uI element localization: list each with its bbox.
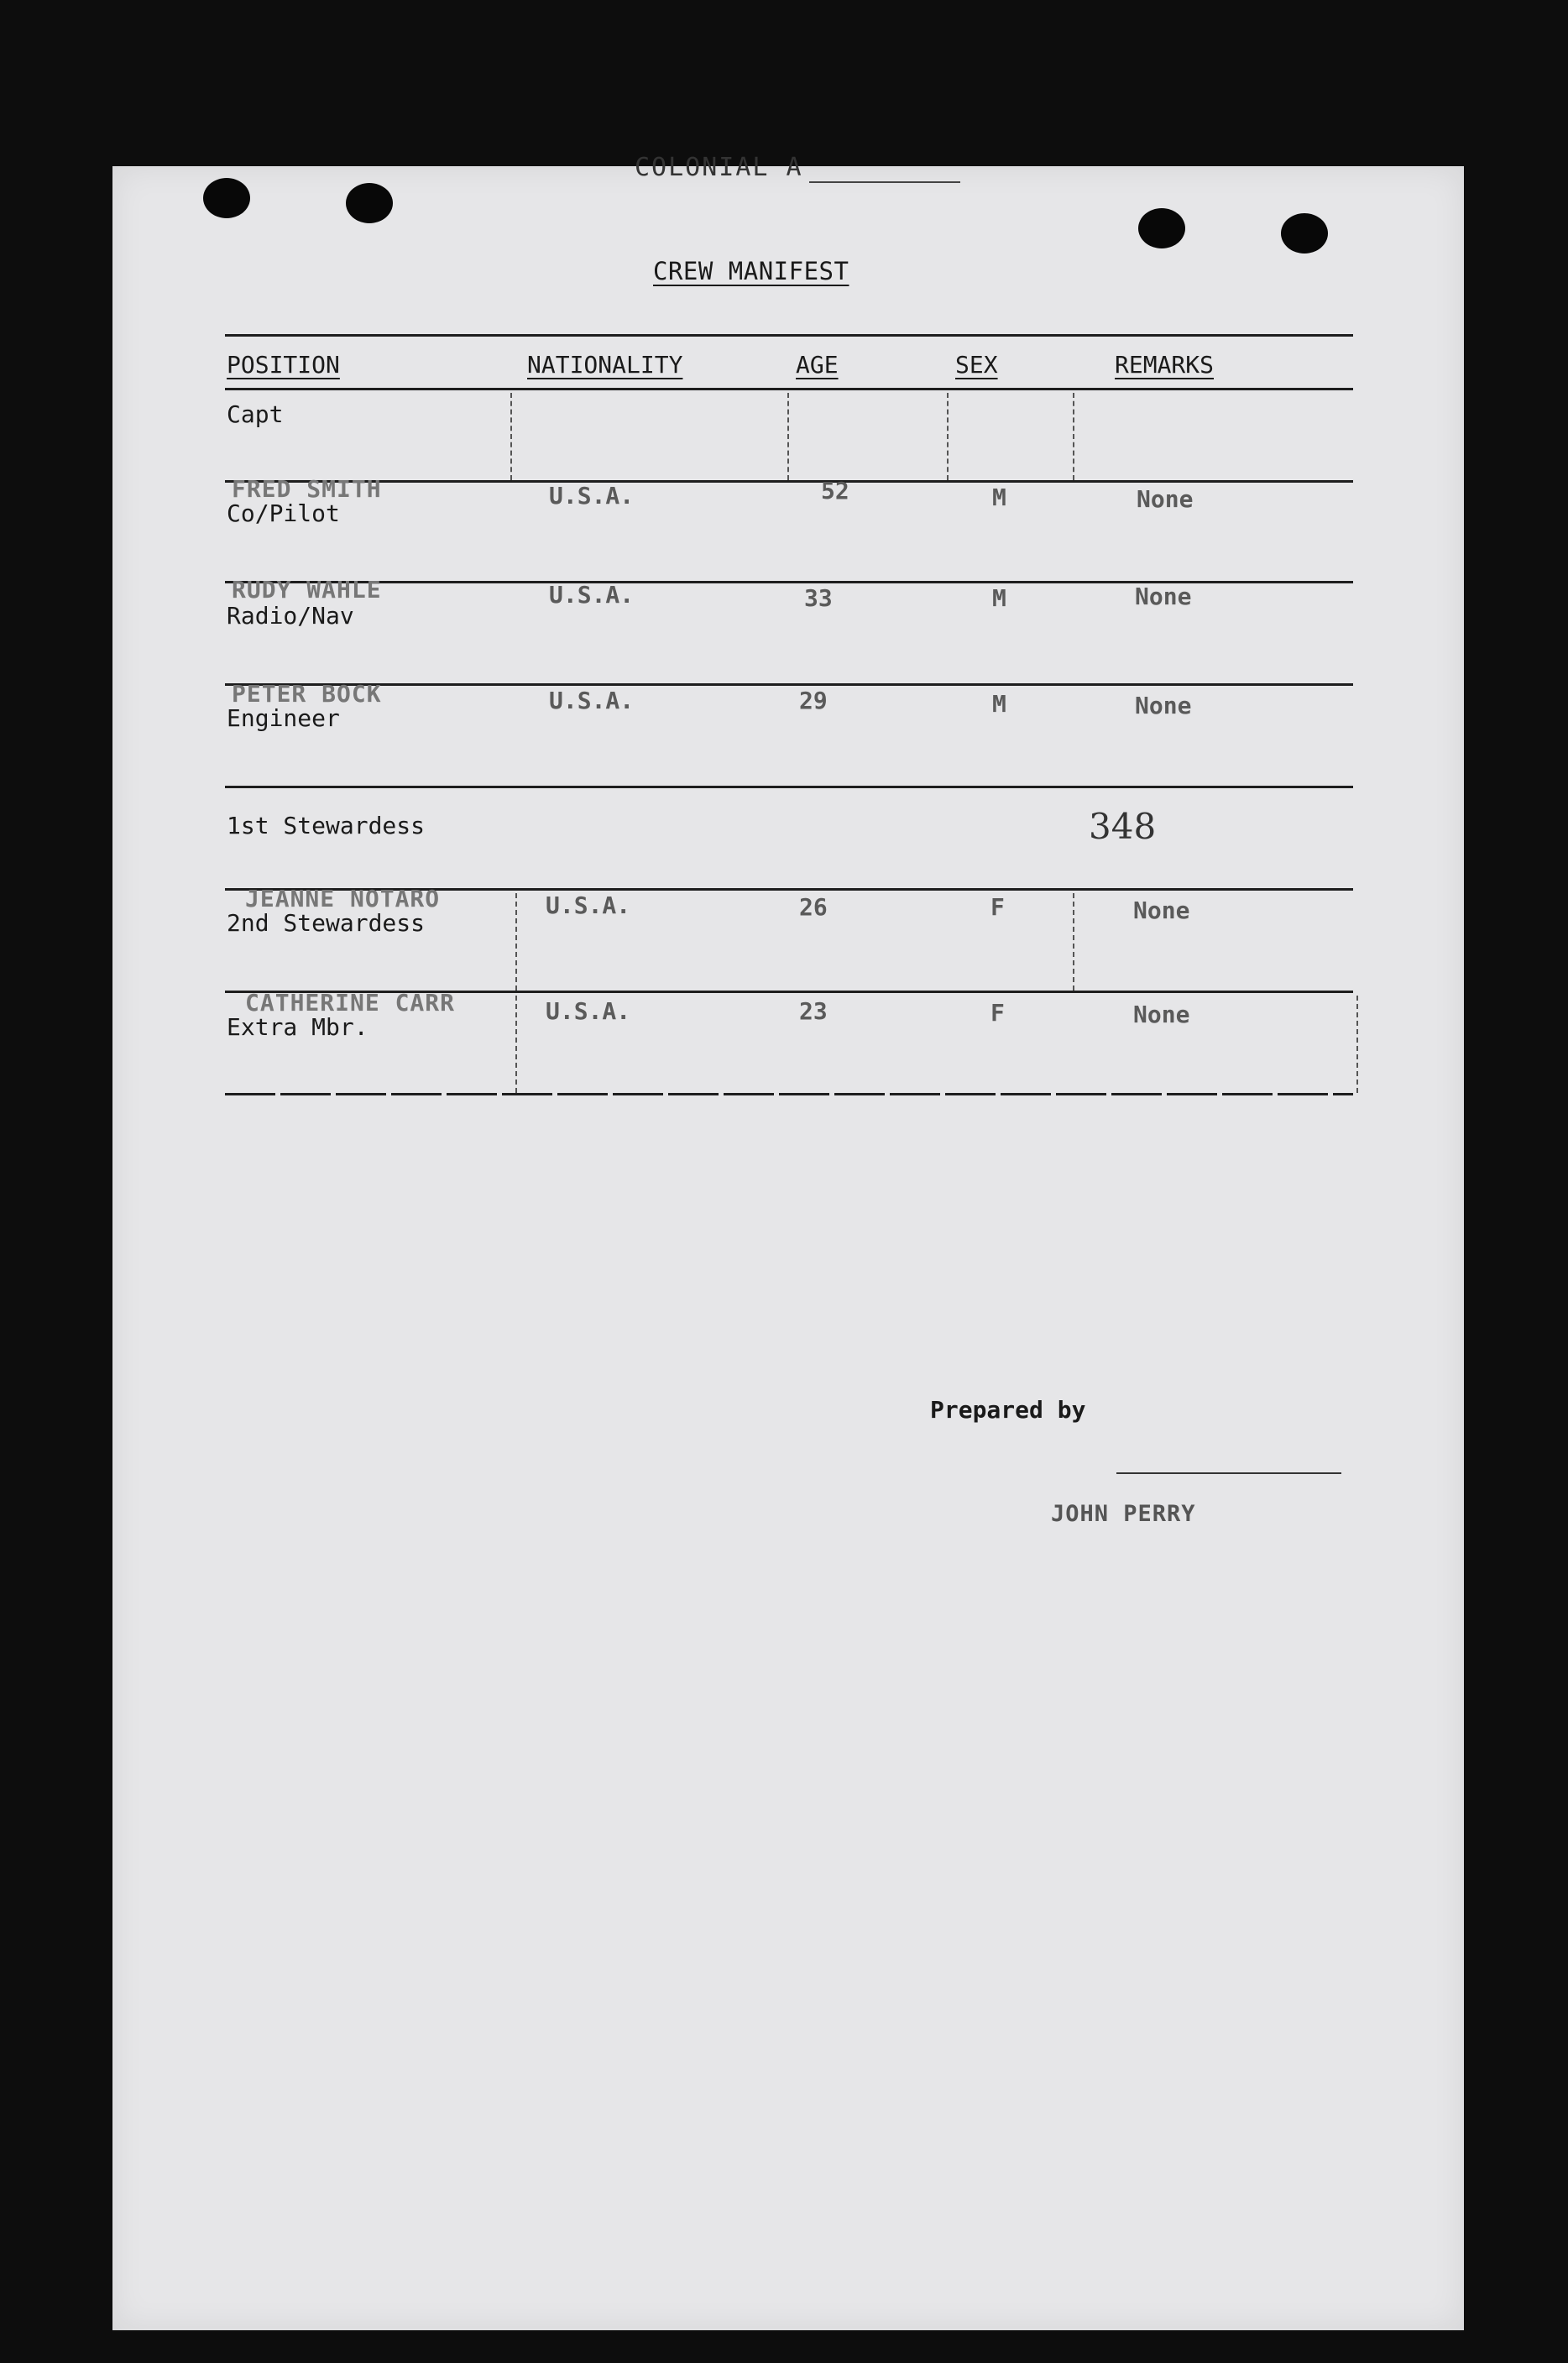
punch-hole [346, 183, 393, 223]
prepared-by-label: Prepared by [930, 1396, 1086, 1424]
row-name: PETER BOCK [232, 680, 382, 708]
column-divider [947, 393, 949, 480]
row-position: Engineer [227, 704, 340, 732]
row-rule [225, 786, 1353, 788]
row-remarks: None [1133, 1001, 1190, 1028]
table-bottom-rule [225, 1093, 1353, 1095]
row-name: CATHERINE CARR [245, 989, 456, 1017]
row-name: RUDY WAHLE [232, 576, 382, 604]
row-age: 26 [799, 893, 828, 921]
column-divider [515, 893, 517, 991]
row-nationality: U.S.A. [549, 482, 635, 510]
row-position: Co/Pilot [227, 499, 340, 527]
handwritten-number: 348 [1089, 806, 1157, 847]
header-nationality: NATIONALITY [527, 351, 683, 379]
row-rule [225, 683, 1353, 686]
prepared-by-name: JOHN PERRY [1051, 1501, 1196, 1527]
page-title: CREW MANIFEST [653, 257, 849, 285]
punch-hole [1138, 208, 1185, 248]
row-age: 29 [799, 687, 828, 714]
row-position: Radio/Nav [227, 602, 354, 630]
row-nationality: U.S.A. [549, 687, 635, 714]
row-sex: F [990, 999, 1005, 1027]
row-name: JEANNE NOTARO [245, 885, 441, 912]
punch-hole [1281, 213, 1328, 254]
row-remarks: None [1137, 485, 1194, 513]
row-age: 23 [799, 997, 828, 1025]
row-age: 33 [804, 584, 833, 612]
row-name: FRED SMITH [232, 475, 382, 503]
row-position: 2nd Stewardess [227, 909, 426, 937]
row-sex: M [992, 690, 1006, 718]
column-divider [1073, 893, 1074, 991]
row-position: 1st Stewardess [227, 812, 426, 839]
manifest-page [112, 153, 1464, 2330]
row-nationality: U.S.A. [549, 581, 635, 609]
header-remarks: REMARKS [1115, 351, 1215, 379]
heading-rule [809, 181, 960, 183]
row-remarks: None [1135, 692, 1192, 719]
row-position: Extra Mbr. [227, 1013, 368, 1041]
header-position: POSITION [227, 351, 340, 379]
row-position: Capt [227, 400, 284, 428]
column-divider [787, 393, 789, 480]
row-nationality: U.S.A. [546, 891, 631, 919]
header-rule [225, 388, 1353, 390]
header-sex: SEX [955, 351, 998, 379]
column-divider [1356, 996, 1358, 1093]
row-remarks: None [1133, 897, 1190, 924]
header-age: AGE [796, 351, 839, 379]
signature-line [1116, 1472, 1341, 1474]
table-top-rule [225, 334, 1353, 337]
row-sex: M [992, 484, 1006, 511]
row-age: 52 [821, 477, 849, 504]
row-remarks: None [1135, 583, 1192, 610]
row-rule [225, 480, 1353, 483]
column-divider [515, 996, 517, 1093]
row-nationality: U.S.A. [546, 997, 631, 1025]
column-divider [510, 393, 512, 480]
column-divider [1073, 393, 1074, 480]
row-sex: M [992, 584, 1006, 612]
punch-hole [203, 178, 250, 218]
cut-off-heading: COLONIAL A [635, 153, 803, 182]
row-sex: F [990, 893, 1005, 921]
